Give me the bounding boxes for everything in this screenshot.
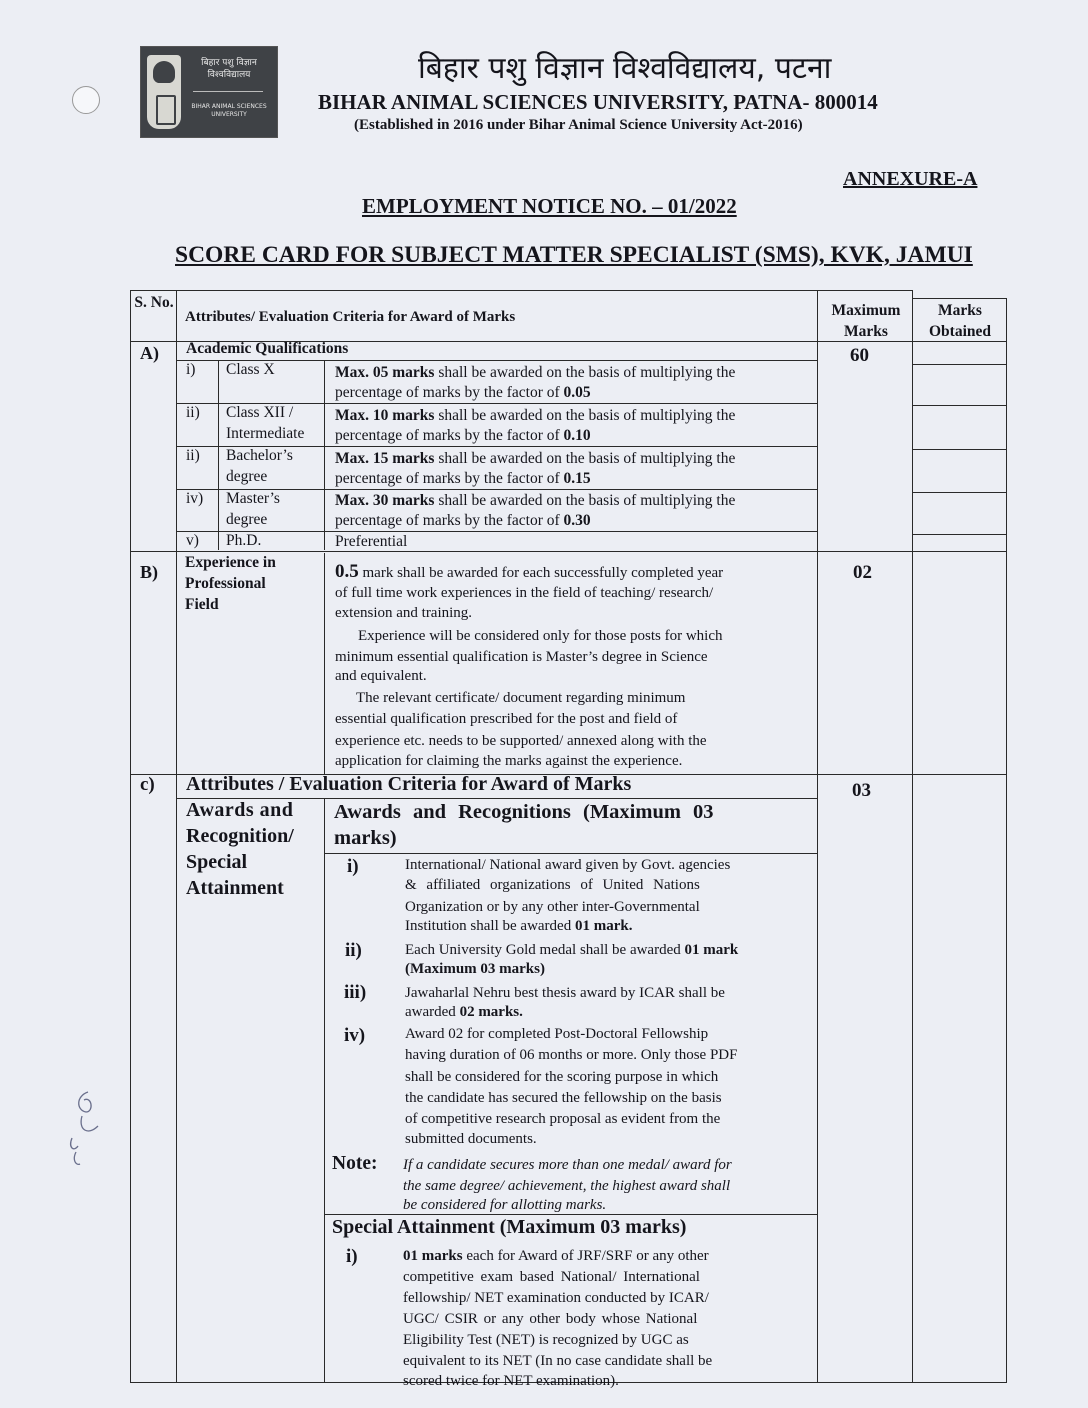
- header-sno: S. No.: [134, 294, 174, 311]
- special-attainment-title: Special Attainment (Maximum 03 marks): [332, 1216, 687, 1238]
- annexure-label: ANNEXURE-A: [843, 168, 978, 190]
- logo-text-hindi: बिहार पशु विज्ञान विश्वविद्यालय: [201, 58, 257, 80]
- section-a-max: 60: [850, 345, 869, 366]
- scorecard-title: SCORE CARD FOR SUBJECT MATTER SPECIALIST (SMS), KVK, JAMUI: [175, 242, 973, 268]
- emblem-icon: [147, 55, 181, 129]
- section-c-max: 03: [852, 780, 871, 801]
- header-marks-obtained: Marks Obtained: [928, 302, 991, 340]
- section-c-id: c): [140, 774, 155, 795]
- established-line: (Established in 2016 under Bihar Animal Science University Act-2016): [354, 117, 803, 133]
- section-c-title: Attributes / Evaluation Criteria for Award of Marks: [186, 773, 632, 795]
- handwritten-initials: [58, 1082, 102, 1174]
- section-a-id: A): [140, 343, 159, 363]
- logo-text-english: BIHAR ANIMAL SCIENCES UNIVERSITY: [191, 103, 267, 118]
- punch-hole: [72, 86, 100, 114]
- header-max-marks: Maximum Marks: [831, 302, 901, 340]
- section-b-id: B): [140, 562, 158, 582]
- header-criteria: Attributes/ Evaluation Criteria for Award of Marks: [185, 309, 516, 325]
- university-logo: [140, 46, 278, 138]
- section-a-title: Academic Qualifications: [186, 340, 349, 357]
- university-name-hindi: बिहार पशु विज्ञान विश्वविद्यालय, पटना: [418, 51, 832, 86]
- section-b-max: 02: [853, 562, 872, 583]
- university-name-english: BIHAR ANIMAL SCIENCES UNIVERSITY, PATNA- 800014: [318, 90, 878, 114]
- notice-title: EMPLOYMENT NOTICE NO. – 01/2022: [362, 194, 737, 218]
